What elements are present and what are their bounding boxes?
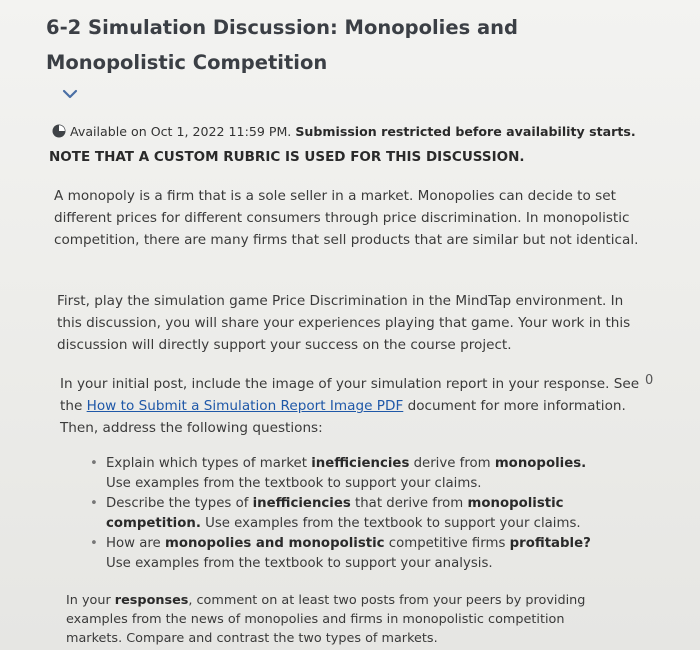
list-item bbox=[88, 494, 608, 534]
availability-notice bbox=[52, 124, 662, 140]
question-emphasis: monopolistic competition. bbox=[106, 496, 564, 531]
chevron-down-icon[interactable] bbox=[62, 88, 78, 100]
question-text: How are bbox=[106, 536, 165, 551]
instructions-text-2: document for more information. Then, address the following questions: bbox=[60, 398, 626, 436]
rubric-note: NOTE THAT A CUSTOM RUBRIC IS USED FOR THIS DISCUSSION. bbox=[49, 149, 525, 165]
question-text: Explain which types of market bbox=[106, 456, 312, 471]
bullet-icon: • bbox=[90, 496, 98, 511]
question-emphasis: inefficiencies bbox=[252, 496, 351, 511]
page-title: 6-2 Simulation Discussion: Monopolies and Monopolistic Competition bbox=[46, 16, 518, 74]
question-emphasis: monopolies. bbox=[494, 456, 587, 471]
question-text: derive from bbox=[409, 456, 495, 471]
responses-paragraph bbox=[66, 591, 586, 648]
responses-text-2: , comment on at least two posts from your peers by providing examples from the news of monopolies and firms in monopolistic competition markets. Compare and contrast the two types of markets. bbox=[66, 593, 586, 646]
list-item bbox=[88, 534, 608, 574]
question-emphasis: inefficiencies bbox=[311, 456, 410, 471]
question-text: Use examples from the textbook to support your claims. bbox=[106, 476, 482, 491]
clock-icon bbox=[52, 124, 66, 138]
question-text: Use examples from the textbook to support your claims. bbox=[200, 516, 581, 531]
bullet-icon: • bbox=[90, 456, 98, 471]
instructions-paragraph bbox=[60, 373, 650, 439]
availability-restriction: Submission restricted before availability starts. bbox=[295, 124, 636, 139]
responses-text-1: In your bbox=[66, 593, 115, 608]
availability-date: Available on Oct 1, 2022 11:59 PM. bbox=[70, 124, 292, 139]
bullet-icon: • bbox=[90, 536, 98, 551]
questions-list bbox=[88, 454, 608, 574]
question-text: Describe the types of bbox=[106, 496, 253, 511]
post-count: 0 bbox=[645, 373, 654, 388]
intro-paragraph: A monopoly is a firm that is a sole seller in a market. Monopolies can decide to set different prices for different consumers through price discrimination. In monopolistic competition, there are many firms that sell products that are similar but not identical. bbox=[54, 188, 639, 248]
list-item bbox=[88, 454, 608, 494]
question-text: that derive from bbox=[350, 496, 468, 511]
simulation-paragraph: First, play the simulation game Price Discrimination in the MindTap environment. In this discussion, you will share your experiences playing that game. Your work in this discussion will directly support your success on the course project. bbox=[57, 293, 631, 353]
question-text: Use examples from the textbook to support your analysis. bbox=[106, 556, 493, 571]
responses-emphasis: responses bbox=[114, 593, 189, 608]
question-emphasis: monopolies and monopolistic bbox=[164, 536, 385, 551]
instructions-text-1: In your initial post, include the image of your simulation report in your response. See the bbox=[60, 376, 640, 414]
question-text: competitive firms bbox=[384, 536, 510, 551]
how-to-submit-link[interactable]: How to Submit a Simulation Report Image PDF bbox=[86, 398, 404, 414]
question-emphasis: profitable? bbox=[509, 536, 591, 551]
